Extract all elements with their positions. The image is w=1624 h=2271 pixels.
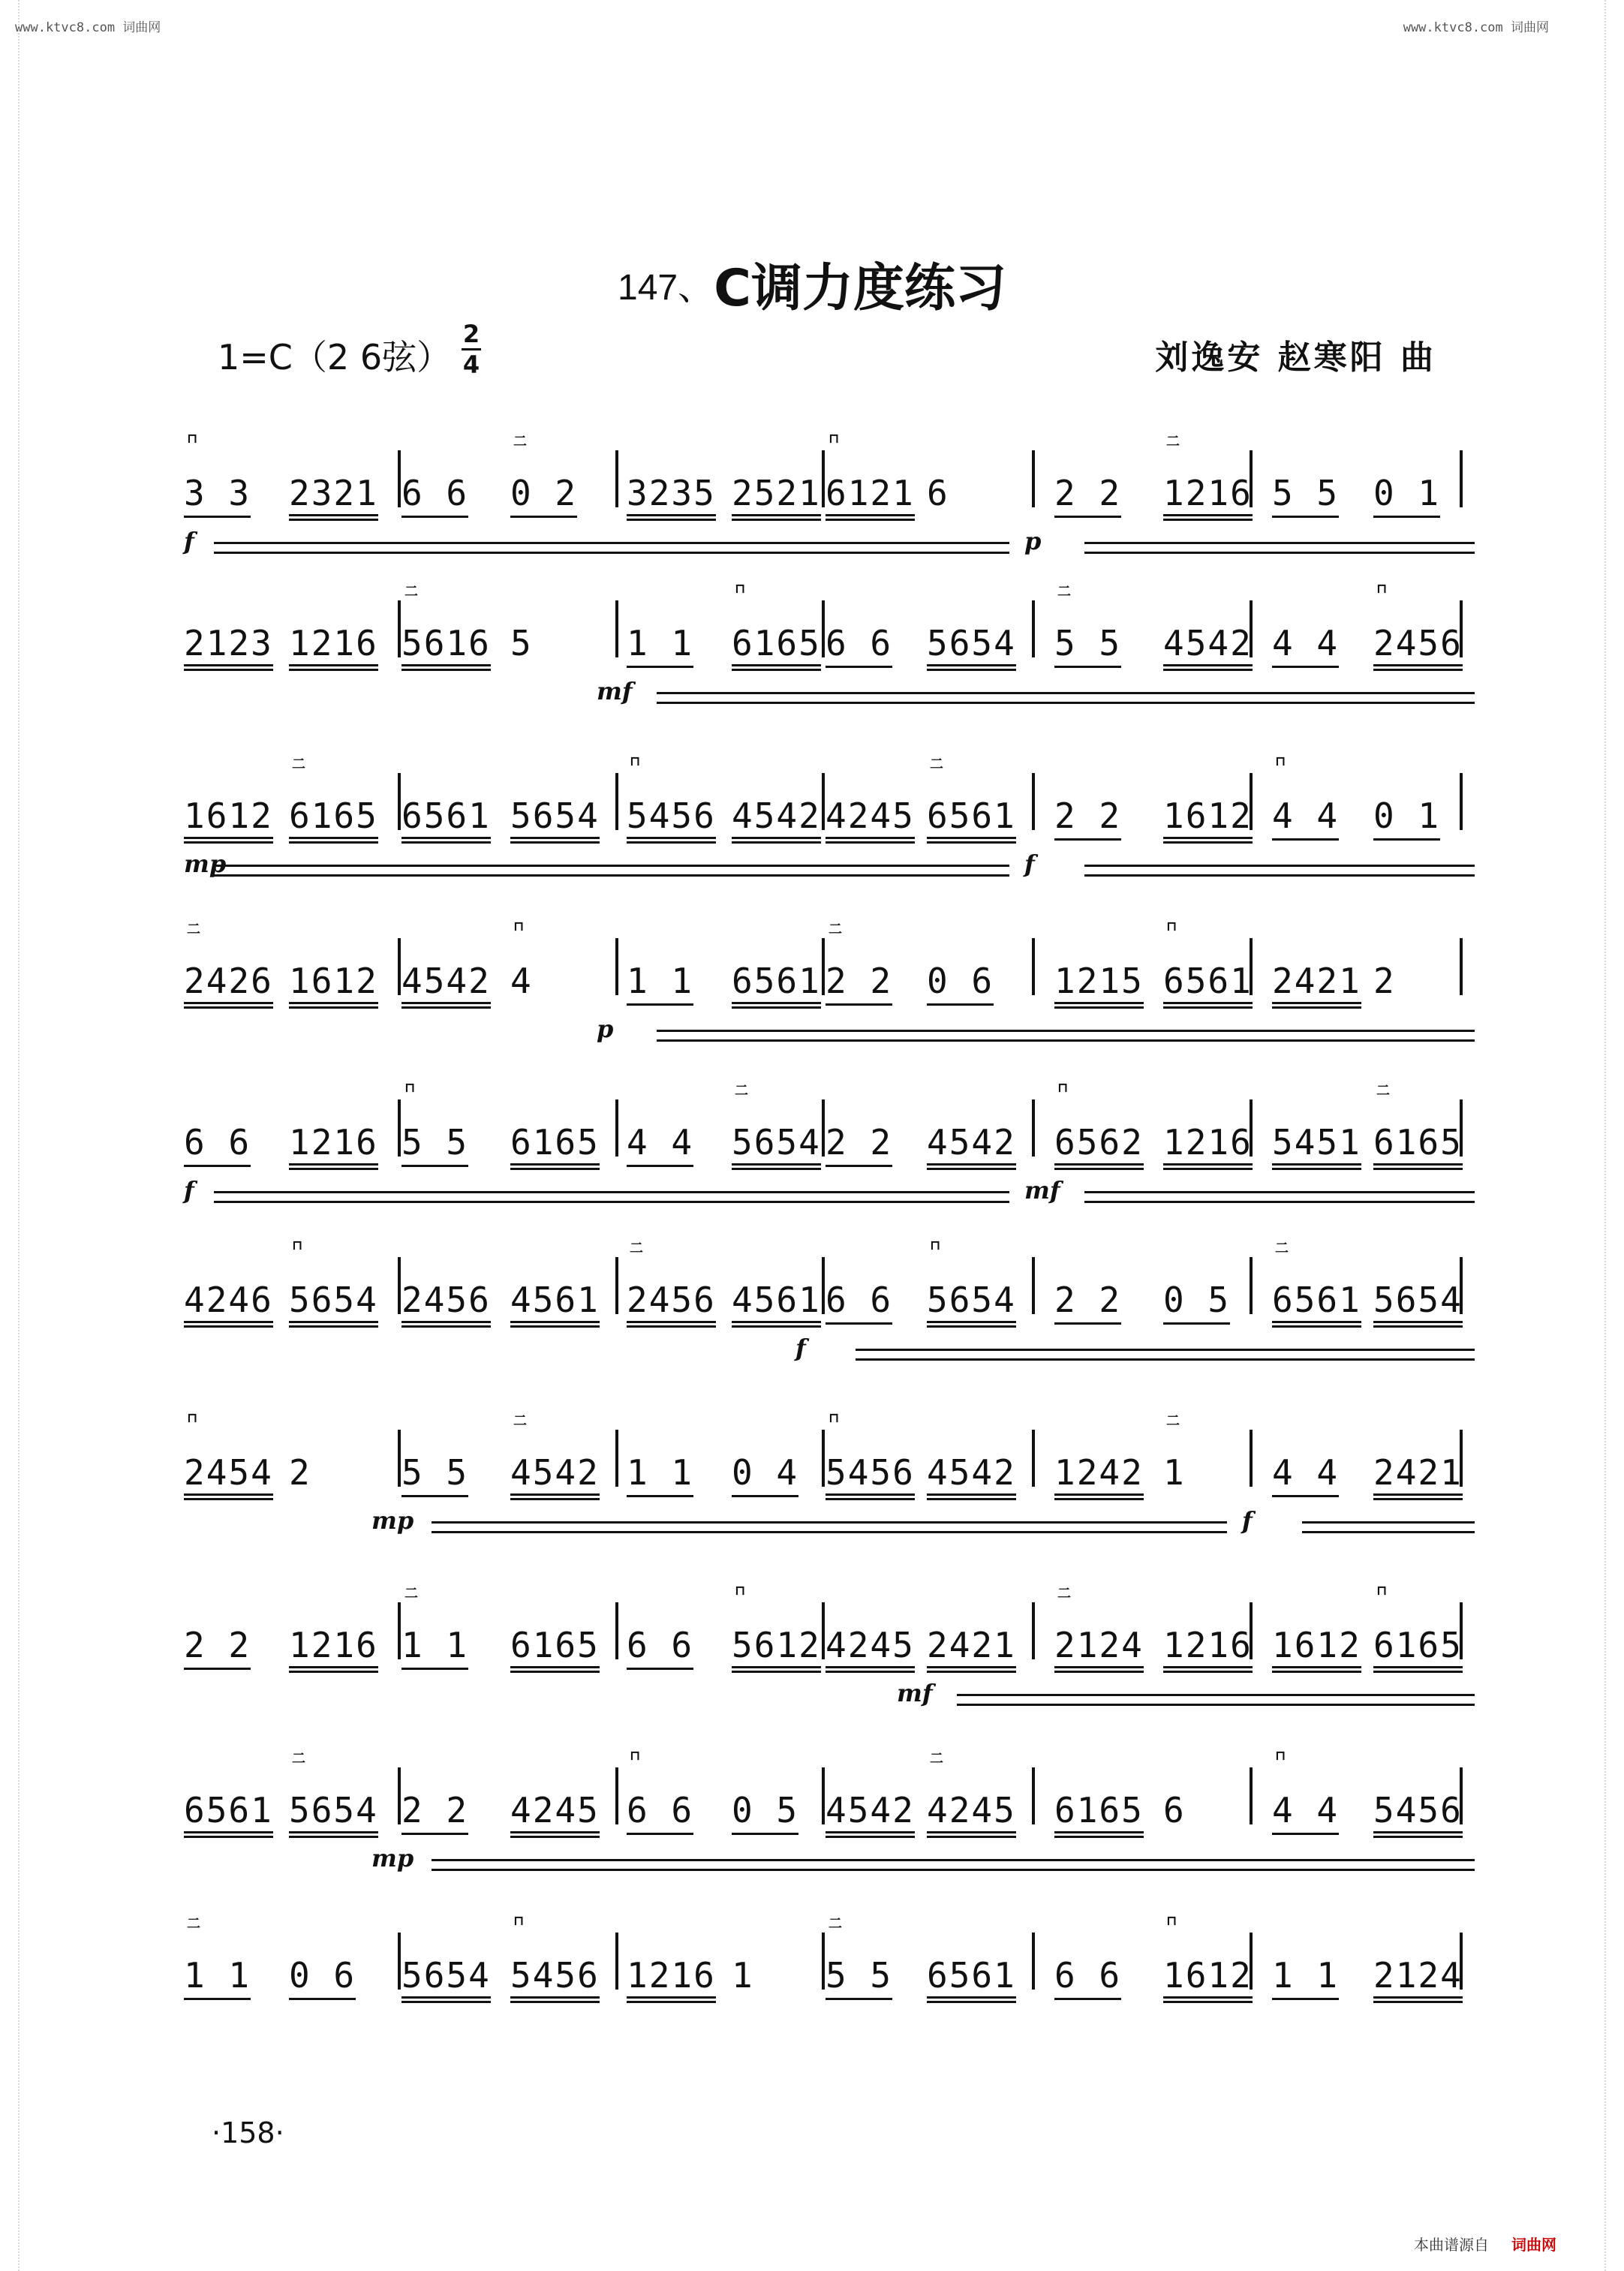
note-group: 4 4 bbox=[1272, 796, 1339, 841]
note-group: 4245 bbox=[510, 1790, 600, 1838]
note-group: 1 bbox=[1163, 1452, 1186, 1493]
note-group: 5654 bbox=[927, 623, 1016, 671]
dynamic-mark: p bbox=[597, 1015, 614, 1043]
bowing-mark: ⊓ bbox=[735, 581, 746, 597]
note-group: 1215 bbox=[1054, 961, 1144, 1009]
barline bbox=[615, 450, 618, 507]
page-title bbox=[0, 248, 1624, 320]
note-group: 1216 bbox=[289, 623, 378, 671]
note-group: 4 4 bbox=[1272, 1790, 1339, 1835]
barline bbox=[615, 1430, 618, 1487]
watermark-right: www.ktvc8.com 词曲网 bbox=[1403, 20, 1549, 35]
bowing-mark: 二 bbox=[930, 1751, 943, 1767]
note-group: 6165 bbox=[510, 1625, 600, 1673]
note-group: 2 2 bbox=[184, 1625, 251, 1670]
right-page-edge bbox=[1604, 0, 1624, 2271]
score-row-2 bbox=[184, 581, 1475, 705]
barline bbox=[398, 600, 401, 657]
hairpin bbox=[657, 692, 1475, 704]
barline bbox=[1460, 450, 1463, 507]
score-row-4 bbox=[184, 919, 1475, 1043]
note-group: 6561 bbox=[1272, 1280, 1361, 1328]
hairpin bbox=[1084, 1191, 1475, 1203]
note-group: 6 6 bbox=[627, 1625, 693, 1670]
footer-text: 本曲谱源自 bbox=[1414, 2236, 1489, 2254]
note-group: 6562 bbox=[1054, 1122, 1144, 1170]
note-group: 2 2 bbox=[1054, 1280, 1121, 1325]
note-group: 2 2 bbox=[826, 961, 892, 1006]
note-group: 4561 bbox=[732, 1280, 821, 1328]
dynamic-mark: mf bbox=[1024, 1176, 1060, 1205]
note-group: 1612 bbox=[184, 796, 273, 844]
barline bbox=[1032, 1099, 1035, 1157]
bowing-mark: ⊓ bbox=[1275, 1748, 1286, 1764]
barline bbox=[615, 600, 618, 657]
note-group: 5654 bbox=[289, 1790, 378, 1838]
note-group: 5 bbox=[510, 623, 533, 663]
note-group: 6165 bbox=[289, 796, 378, 844]
note-group: 6 bbox=[927, 473, 949, 513]
note-group: 4 4 bbox=[1272, 1452, 1339, 1497]
title-name: C调力度练习 bbox=[714, 259, 1006, 318]
note-group: 5456 bbox=[510, 1955, 600, 2003]
bowing-mark: ⊓ bbox=[1376, 1583, 1388, 1599]
note-group: 5654 bbox=[1373, 1280, 1463, 1328]
hairpin bbox=[657, 1030, 1475, 1042]
note-group: 4542 bbox=[1163, 623, 1253, 671]
note-group: 4542 bbox=[401, 961, 491, 1009]
note-group: 0 6 bbox=[289, 1955, 356, 2000]
note-group: 5654 bbox=[510, 796, 600, 844]
note-group: 4542 bbox=[927, 1452, 1016, 1500]
note-group: 6165 bbox=[732, 623, 821, 671]
note-group: 0 5 bbox=[732, 1790, 798, 1835]
bowing-mark: ⊓ bbox=[292, 1238, 303, 1253]
note-group: 2123 bbox=[184, 623, 273, 671]
page-number: ·158· bbox=[212, 2116, 284, 2149]
hairpin bbox=[432, 1521, 1227, 1533]
dynamic-mark: f bbox=[1242, 1506, 1253, 1535]
hairpin bbox=[1302, 1521, 1475, 1533]
bowing-mark: ⊓ bbox=[930, 1238, 941, 1253]
note-group: 1612 bbox=[1163, 1955, 1253, 2003]
note-group: 2 bbox=[289, 1452, 311, 1493]
barline bbox=[822, 1767, 825, 1824]
bowing-mark: 二 bbox=[187, 922, 200, 937]
note-group: 2454 bbox=[184, 1452, 273, 1500]
bowing-mark: ⊓ bbox=[630, 1748, 641, 1764]
barline bbox=[1460, 773, 1463, 830]
note-group: 1 1 bbox=[184, 1955, 251, 2000]
hairpin bbox=[1084, 542, 1475, 554]
note-group: 6165 bbox=[1373, 1625, 1463, 1673]
bowing-mark: 二 bbox=[1376, 1083, 1390, 1099]
note-group: 1 bbox=[732, 1955, 754, 1996]
barline bbox=[398, 773, 401, 830]
note-group: 6561 bbox=[732, 961, 821, 1009]
score-row-7 bbox=[184, 1410, 1475, 1535]
note-group: 4245 bbox=[826, 796, 915, 844]
note-group: 5616 bbox=[401, 623, 491, 671]
bowing-mark: 二 bbox=[1166, 1413, 1180, 1429]
barline bbox=[398, 450, 401, 507]
note-group: 5451 bbox=[1272, 1122, 1361, 1170]
note-group: 1216 bbox=[289, 1122, 378, 1170]
bowing-mark: ⊓ bbox=[829, 1410, 840, 1426]
note-group: 4542 bbox=[927, 1122, 1016, 1170]
note-group: 2 2 bbox=[1054, 473, 1121, 518]
barline bbox=[822, 773, 825, 830]
note-group: 6 6 bbox=[184, 1122, 251, 1167]
note-group: 5456 bbox=[627, 796, 716, 844]
note-group: 5 5 bbox=[1272, 473, 1339, 518]
dynamic-mark: f bbox=[1024, 850, 1035, 878]
note-group: 6561 bbox=[184, 1790, 273, 1838]
dynamic-mark: mp bbox=[184, 850, 227, 878]
note-group: 6 6 bbox=[627, 1790, 693, 1835]
hairpin bbox=[432, 1859, 1475, 1871]
bowing-mark: ⊓ bbox=[404, 1080, 416, 1096]
note-group: 5456 bbox=[826, 1452, 915, 1500]
score-row-10 bbox=[184, 1913, 1475, 2015]
note-group: 5612 bbox=[732, 1625, 821, 1673]
bowing-mark: 二 bbox=[404, 584, 418, 600]
bowing-mark: 二 bbox=[404, 1586, 418, 1602]
note-group: 1216 bbox=[627, 1955, 716, 2003]
note-group: 4 4 bbox=[627, 1122, 693, 1167]
note-group: 2421 bbox=[927, 1625, 1016, 1673]
barline bbox=[1460, 938, 1463, 995]
note-group: 0 5 bbox=[1163, 1280, 1230, 1325]
barline bbox=[1032, 600, 1035, 657]
barline bbox=[398, 1602, 401, 1659]
bowing-mark: 二 bbox=[292, 1751, 305, 1767]
barline bbox=[822, 1602, 825, 1659]
note-group: 4542 bbox=[510, 1452, 600, 1500]
note-group: 2421 bbox=[1373, 1452, 1463, 1500]
hairpin bbox=[856, 1349, 1475, 1361]
score-row-5 bbox=[184, 1080, 1475, 1205]
note-group: 5 5 bbox=[401, 1122, 468, 1167]
hairpin bbox=[214, 865, 1009, 877]
note-group: 1612 bbox=[289, 961, 378, 1009]
note-group: 2124 bbox=[1373, 1955, 1463, 2003]
left-page-edge bbox=[0, 0, 20, 2271]
note-group: 0 4 bbox=[732, 1452, 798, 1497]
note-group: 2456 bbox=[401, 1280, 491, 1328]
note-group: 2 2 bbox=[1054, 796, 1121, 841]
barline bbox=[615, 773, 618, 830]
note-group: 1 1 bbox=[401, 1625, 468, 1670]
note-group: 6121 bbox=[826, 473, 915, 521]
note-group: 6561 bbox=[927, 1955, 1016, 2003]
note-group: 6165 bbox=[510, 1122, 600, 1170]
barline bbox=[398, 1933, 401, 1990]
hairpin bbox=[1084, 865, 1475, 877]
note-group: 2456 bbox=[627, 1280, 716, 1328]
dynamic-mark: f bbox=[795, 1334, 806, 1362]
note-group: 6561 bbox=[927, 796, 1016, 844]
barline bbox=[398, 1099, 401, 1157]
note-group: 2421 bbox=[1272, 961, 1361, 1009]
note-group: 2 bbox=[1373, 961, 1396, 1001]
note-group: 1216 bbox=[1163, 1122, 1253, 1170]
bowing-mark: 二 bbox=[187, 1916, 200, 1932]
bowing-mark: ⊓ bbox=[187, 431, 198, 447]
note-group: 1 1 bbox=[627, 623, 693, 668]
note-group: 2321 bbox=[289, 473, 378, 521]
note-group: 5654 bbox=[732, 1122, 821, 1170]
bowing-mark: 二 bbox=[829, 922, 842, 937]
bowing-mark: ⊓ bbox=[187, 1410, 198, 1426]
barline bbox=[822, 1257, 825, 1314]
note-group: 5 5 bbox=[1054, 623, 1121, 668]
barline bbox=[1032, 1602, 1035, 1659]
bowing-mark: 二 bbox=[735, 1083, 748, 1099]
hairpin bbox=[957, 1694, 1475, 1706]
bowing-mark: ⊓ bbox=[829, 431, 840, 447]
bowing-mark: ⊓ bbox=[1166, 1913, 1177, 1929]
time-signature bbox=[462, 321, 481, 377]
bowing-mark: ⊓ bbox=[1275, 753, 1286, 769]
bowing-mark: ⊓ bbox=[513, 1913, 525, 1929]
bowing-mark: ⊓ bbox=[1166, 919, 1177, 934]
barline bbox=[1032, 1430, 1035, 1487]
score-row-1 bbox=[184, 431, 1475, 555]
dynamic-mark: f bbox=[184, 1176, 194, 1205]
barline bbox=[1032, 773, 1035, 830]
dynamic-mark: mp bbox=[371, 1506, 414, 1535]
note-group: 5456 bbox=[1373, 1790, 1463, 1838]
barline bbox=[822, 1099, 825, 1157]
barline bbox=[615, 1767, 618, 1824]
note-group: 0 1 bbox=[1373, 796, 1440, 841]
note-group: 5 5 bbox=[826, 1955, 892, 2000]
note-group: 1612 bbox=[1163, 796, 1253, 844]
note-group: 4561 bbox=[510, 1280, 600, 1328]
bowing-mark: ⊓ bbox=[630, 753, 641, 769]
dynamic-mark: f bbox=[184, 527, 194, 555]
note-group: 0 2 bbox=[510, 473, 577, 518]
score-row-8 bbox=[184, 1583, 1475, 1707]
barline bbox=[398, 1257, 401, 1314]
note-group: 4245 bbox=[927, 1790, 1016, 1838]
dynamic-mark: mp bbox=[371, 1844, 414, 1872]
note-group: 6165 bbox=[1054, 1790, 1144, 1838]
bowing-mark: ⊓ bbox=[735, 1583, 746, 1599]
note-group: 4542 bbox=[826, 1790, 915, 1838]
bowing-mark: ⊓ bbox=[513, 919, 525, 934]
bowing-mark: 二 bbox=[513, 1413, 527, 1429]
bowing-mark: ⊓ bbox=[1057, 1080, 1069, 1096]
note-group: 1216 bbox=[1163, 1625, 1253, 1673]
note-group: 6 6 bbox=[401, 473, 468, 518]
bowing-mark: 二 bbox=[630, 1241, 643, 1256]
dynamic-mark: p bbox=[1024, 527, 1042, 555]
note-group: 3 3 bbox=[184, 473, 251, 518]
note-group: 1242 bbox=[1054, 1452, 1144, 1500]
note-group: 5654 bbox=[927, 1280, 1016, 1328]
note-group: 1 1 bbox=[627, 1452, 693, 1497]
barline bbox=[822, 1430, 825, 1487]
note-group: 6 6 bbox=[826, 1280, 892, 1325]
note-group: 6 6 bbox=[1054, 1955, 1121, 2000]
dynamic-mark: mf bbox=[897, 1679, 933, 1707]
barline bbox=[615, 938, 618, 995]
barline bbox=[1032, 1767, 1035, 1824]
key-signature: 1=C（2 6弦） bbox=[218, 337, 452, 377]
barline bbox=[398, 938, 401, 995]
barline bbox=[822, 1933, 825, 1990]
barline bbox=[1032, 1933, 1035, 1990]
barline bbox=[615, 1933, 618, 1990]
bowing-mark: 二 bbox=[1166, 434, 1180, 450]
barline bbox=[822, 450, 825, 507]
note-group: 2521 bbox=[732, 473, 821, 521]
barline bbox=[615, 1602, 618, 1659]
barline bbox=[822, 600, 825, 657]
barline bbox=[1250, 1767, 1253, 1824]
note-group: 6 6 bbox=[826, 623, 892, 668]
bowing-mark: ⊓ bbox=[1376, 581, 1388, 597]
note-group: 3235 bbox=[627, 473, 716, 521]
barline bbox=[398, 1430, 401, 1487]
barline bbox=[1032, 450, 1035, 507]
note-group: 5654 bbox=[289, 1280, 378, 1328]
footer bbox=[1414, 2233, 1556, 2254]
note-group: 4 4 bbox=[1272, 623, 1339, 668]
note-group: 1 1 bbox=[1272, 1955, 1339, 2000]
score-row-3 bbox=[184, 753, 1475, 878]
barline bbox=[1250, 1430, 1253, 1487]
barline bbox=[822, 938, 825, 995]
hairpin bbox=[214, 1191, 1009, 1203]
barline bbox=[615, 1099, 618, 1157]
note-group: 6165 bbox=[1373, 1122, 1463, 1170]
meter-bottom: 4 bbox=[462, 350, 480, 379]
note-group: 4245 bbox=[826, 1625, 915, 1673]
note-group: 2456 bbox=[1373, 623, 1463, 671]
composer-credit: 刘逸安 赵寒阳 曲 bbox=[1155, 338, 1436, 377]
note-group: 6561 bbox=[401, 796, 491, 844]
note-group: 1216 bbox=[1163, 473, 1253, 521]
bowing-mark: 二 bbox=[513, 434, 527, 450]
bowing-mark: 二 bbox=[930, 756, 943, 772]
bowing-mark: 二 bbox=[1275, 1241, 1289, 1256]
note-group: 2 2 bbox=[401, 1790, 468, 1835]
barline bbox=[1032, 1257, 1035, 1314]
score-row-9 bbox=[184, 1748, 1475, 1872]
title-number: 147、 bbox=[618, 268, 714, 308]
note-group: 2 2 bbox=[826, 1122, 892, 1167]
dynamic-mark: mf bbox=[597, 677, 633, 705]
watermark-left: www.ktvc8.com 词曲网 bbox=[15, 20, 161, 35]
barline bbox=[615, 1257, 618, 1314]
bowing-mark: 二 bbox=[292, 756, 305, 772]
note-group: 4542 bbox=[732, 796, 821, 844]
note-group: 2426 bbox=[184, 961, 273, 1009]
note-group: 0 6 bbox=[927, 961, 994, 1006]
note-group: 5 5 bbox=[401, 1452, 468, 1497]
barline bbox=[1032, 938, 1035, 995]
note-group: 1612 bbox=[1272, 1625, 1361, 1673]
bowing-mark: 二 bbox=[1057, 584, 1071, 600]
footer-brand: 词曲网 bbox=[1511, 2236, 1556, 2254]
note-group: 5654 bbox=[401, 1955, 491, 2003]
barline bbox=[1250, 1257, 1253, 1314]
note-group: 4 bbox=[510, 961, 533, 1001]
barline bbox=[398, 1767, 401, 1824]
bowing-mark: 二 bbox=[1057, 1586, 1071, 1602]
note-group: 1 1 bbox=[627, 961, 693, 1006]
bowing-mark: 二 bbox=[829, 1916, 842, 1932]
note-group: 2124 bbox=[1054, 1625, 1144, 1673]
meter-top: 2 bbox=[462, 320, 480, 348]
hairpin bbox=[214, 542, 1009, 554]
score-row-6 bbox=[184, 1238, 1475, 1362]
note-group: 6561 bbox=[1163, 961, 1253, 1009]
note-group: 1216 bbox=[289, 1625, 378, 1673]
note-group: 4246 bbox=[184, 1280, 273, 1328]
note-group: 0 1 bbox=[1373, 473, 1440, 518]
note-group: 6 bbox=[1163, 1790, 1186, 1830]
